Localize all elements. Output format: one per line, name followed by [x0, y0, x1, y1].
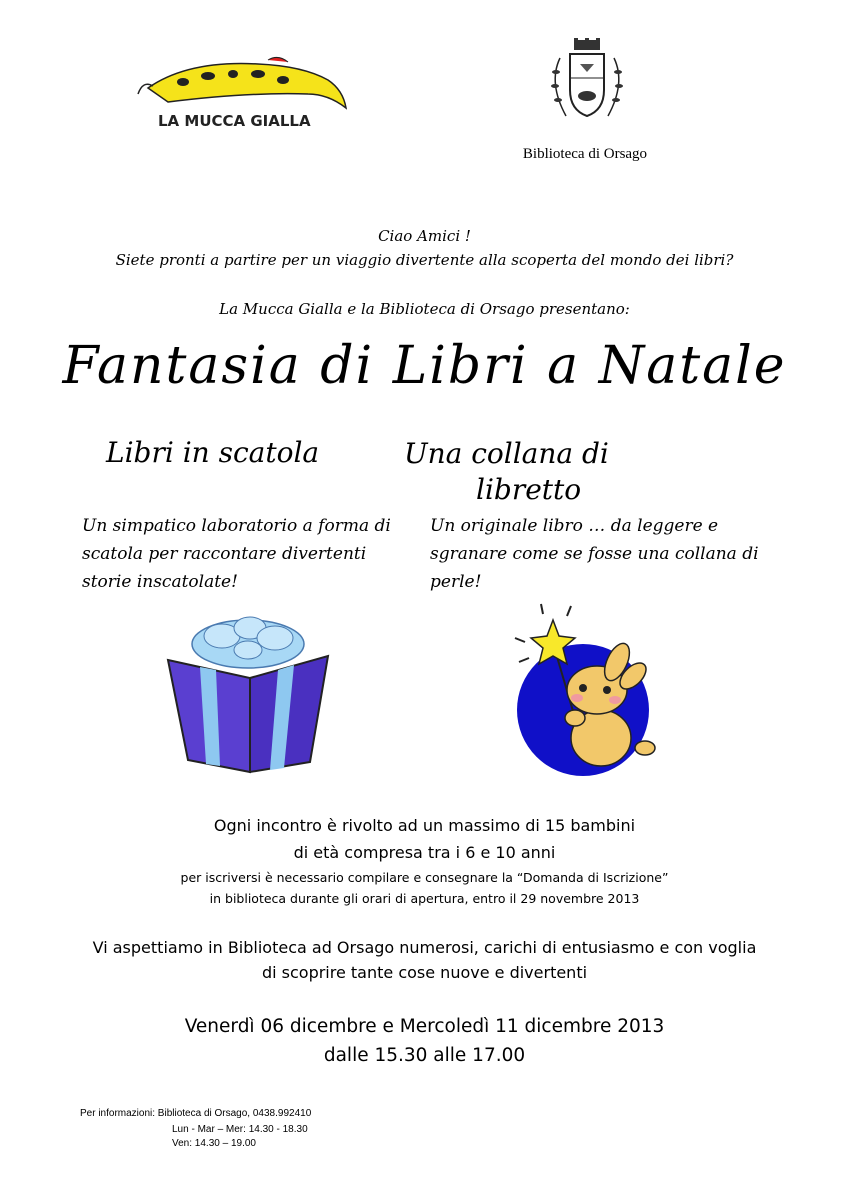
footer-hours-weekdays: Lun - Mar – Mer: 14.30 - 18.30 — [172, 1124, 308, 1135]
greeting-line-2: Siete pronti a partire per un viaggio divertente alla scoperta del mondo dei libri? — [115, 251, 734, 269]
welcome-line-2: di scoprire tante cose nuove e divertenti — [261, 963, 588, 982]
info-line-2: di età compresa tra i 6 e 10 anni — [293, 843, 556, 862]
greeting-line-1: Ciao Amici ! — [378, 227, 471, 245]
info-line-3: per iscriversi è necessario compilare e consegnare la “Domanda di Iscrizione” — [180, 870, 669, 885]
event-dates: Venerdì 06 dicembre e Mercoledì 11 dicembre 2013 — [184, 1016, 665, 1037]
footer-contact: Per informazioni: Biblioteca di Orsago, 0438.992410 — [80, 1108, 312, 1119]
info-line-1: Ogni incontro è rivolto ad un massimo di 15 bambini — [213, 816, 636, 835]
activity-description-right: Un originale libro … da leggere e sgranare come se fosse una collana di perle! — [430, 516, 759, 592]
greeting — [0, 224, 849, 272]
presents-line: La Mucca Gialla e la Biblioteca di Orsago presentano: — [219, 300, 630, 318]
activity-heading-right-line-2: libretto — [476, 473, 582, 506]
gift-box-illustration — [160, 612, 335, 777]
activity-heading-right-line-1: Una collana di — [404, 437, 609, 470]
mucca-gialla-logo — [128, 50, 358, 135]
activity-heading-left: Libri in scatola — [106, 436, 320, 469]
logo-text: LA MUCCA GIALLA — [158, 112, 311, 130]
library-name: Biblioteca di Orsago — [522, 146, 648, 162]
event-title: Fantasia di Libri a Natale — [62, 336, 787, 396]
activity-description-left: Un simpatico laboratorio a forma di scatola per raccontare divertenti storie inscatolate! — [82, 516, 391, 592]
activity-heading-right — [404, 436, 704, 508]
orsago-crest-icon — [538, 38, 636, 128]
welcome-line-1: Vi aspettiamo in Biblioteca ad Orsago numerosi, carichi di entusiasmo e con voglia — [92, 938, 757, 957]
footer-hours-friday: Ven: 14.30 – 19.00 — [172, 1138, 256, 1149]
info-line-4: in biblioteca durante gli orari di apertura, entro il 29 novembre 2013 — [209, 891, 640, 906]
bunny-star-illustration — [505, 598, 665, 778]
event-times: dalle 15.30 alle 17.00 — [323, 1045, 526, 1066]
